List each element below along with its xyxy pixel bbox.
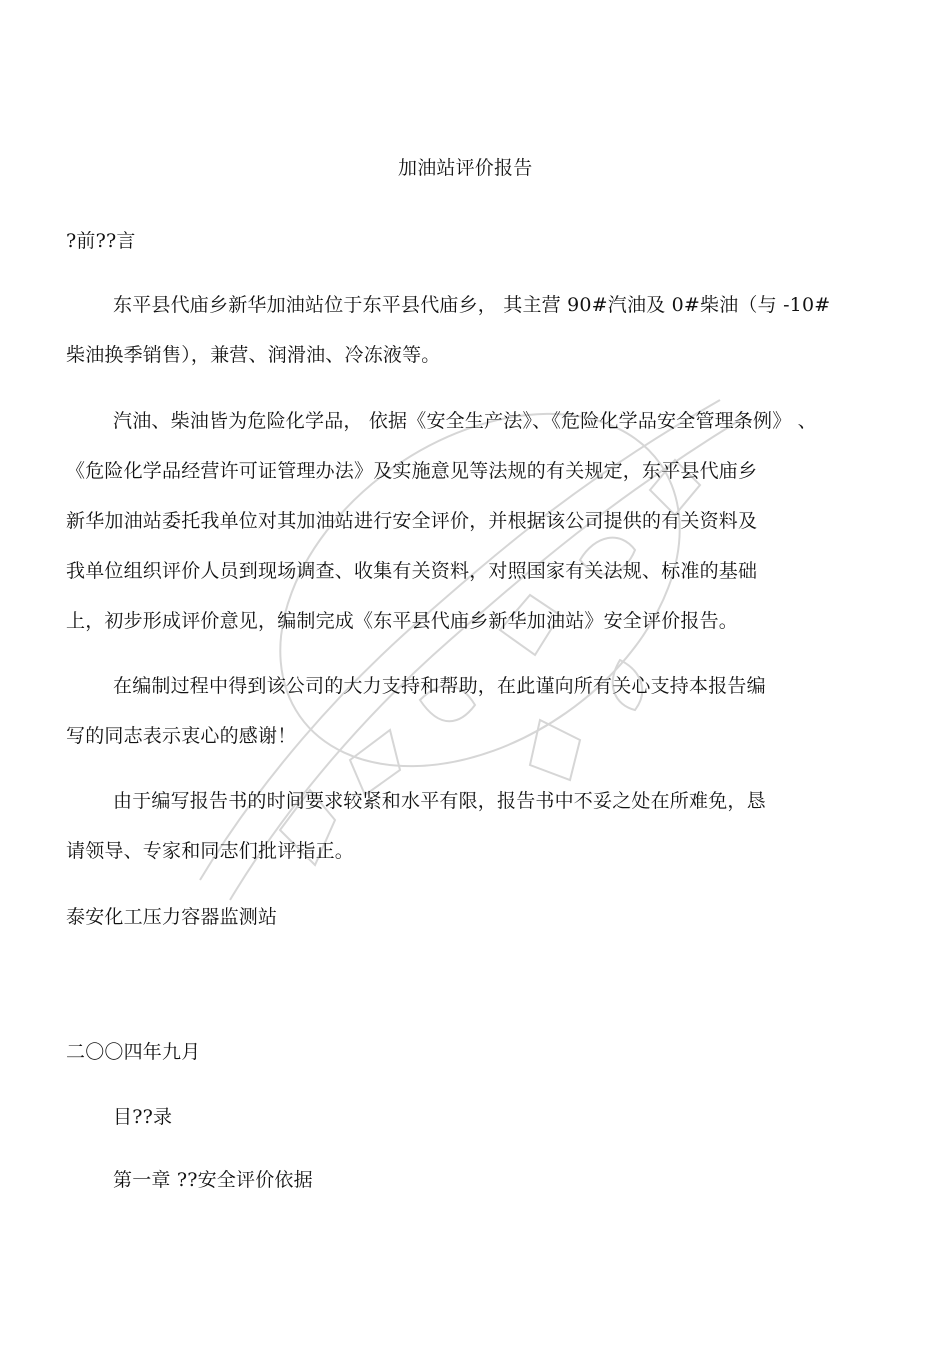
- document-title: 加油站评价报告: [398, 157, 533, 179]
- paragraph-line: 由于编写报告书的时间要求较紧和水平有限，报告书中不妥之处在所难免，恳: [113, 790, 766, 812]
- paragraph-line: 新华加油站委托我单位对其加油站进行安全评价，并根据该公司提供的有关资料及: [66, 510, 758, 532]
- preface-heading: ?前??言: [66, 230, 136, 252]
- organization-name: 泰安化工压力容器监测站: [66, 906, 278, 928]
- paragraph-line: 上，初步形成评价意见，编制完成《东平县代庙乡新华加油站》安全评价报告。: [66, 610, 739, 632]
- paragraph-line: 东平县代庙乡新华加油站位于东平县代庙乡， 其主营 90#汽油及 0#柴油（与 -10#: [113, 294, 831, 316]
- report-date: 二〇〇四年九月: [66, 1041, 201, 1063]
- paragraph-line: 汽油、柴油皆为危险化学品， 依据《安全生产法》、《危险化学品安全管理条例》 、: [113, 410, 817, 432]
- paragraph-line: 柴油换季销售），兼营、润滑油、冷冻液等。: [66, 344, 441, 366]
- paragraph-line: 写的同志表示衷心的感谢！: [66, 725, 297, 747]
- paragraph-line: 请领导、专家和同志们批评指正。: [66, 840, 355, 862]
- toc-heading: 目??录: [113, 1106, 173, 1128]
- paragraph-line: 我单位组织评价人员到现场调查、收集有关资料，对照国家有关法规、标准的基础: [66, 560, 758, 582]
- paragraph-line: 《危险化学品经营许可证管理办法》及实施意见等法规的有关规定，东平县代庙乡: [66, 460, 758, 482]
- toc-item: 第一章 ??安全评价依据: [113, 1169, 313, 1191]
- paragraph-line: 在编制过程中得到该公司的大力支持和帮助，在此谨向所有关心支持本报告编: [113, 675, 766, 697]
